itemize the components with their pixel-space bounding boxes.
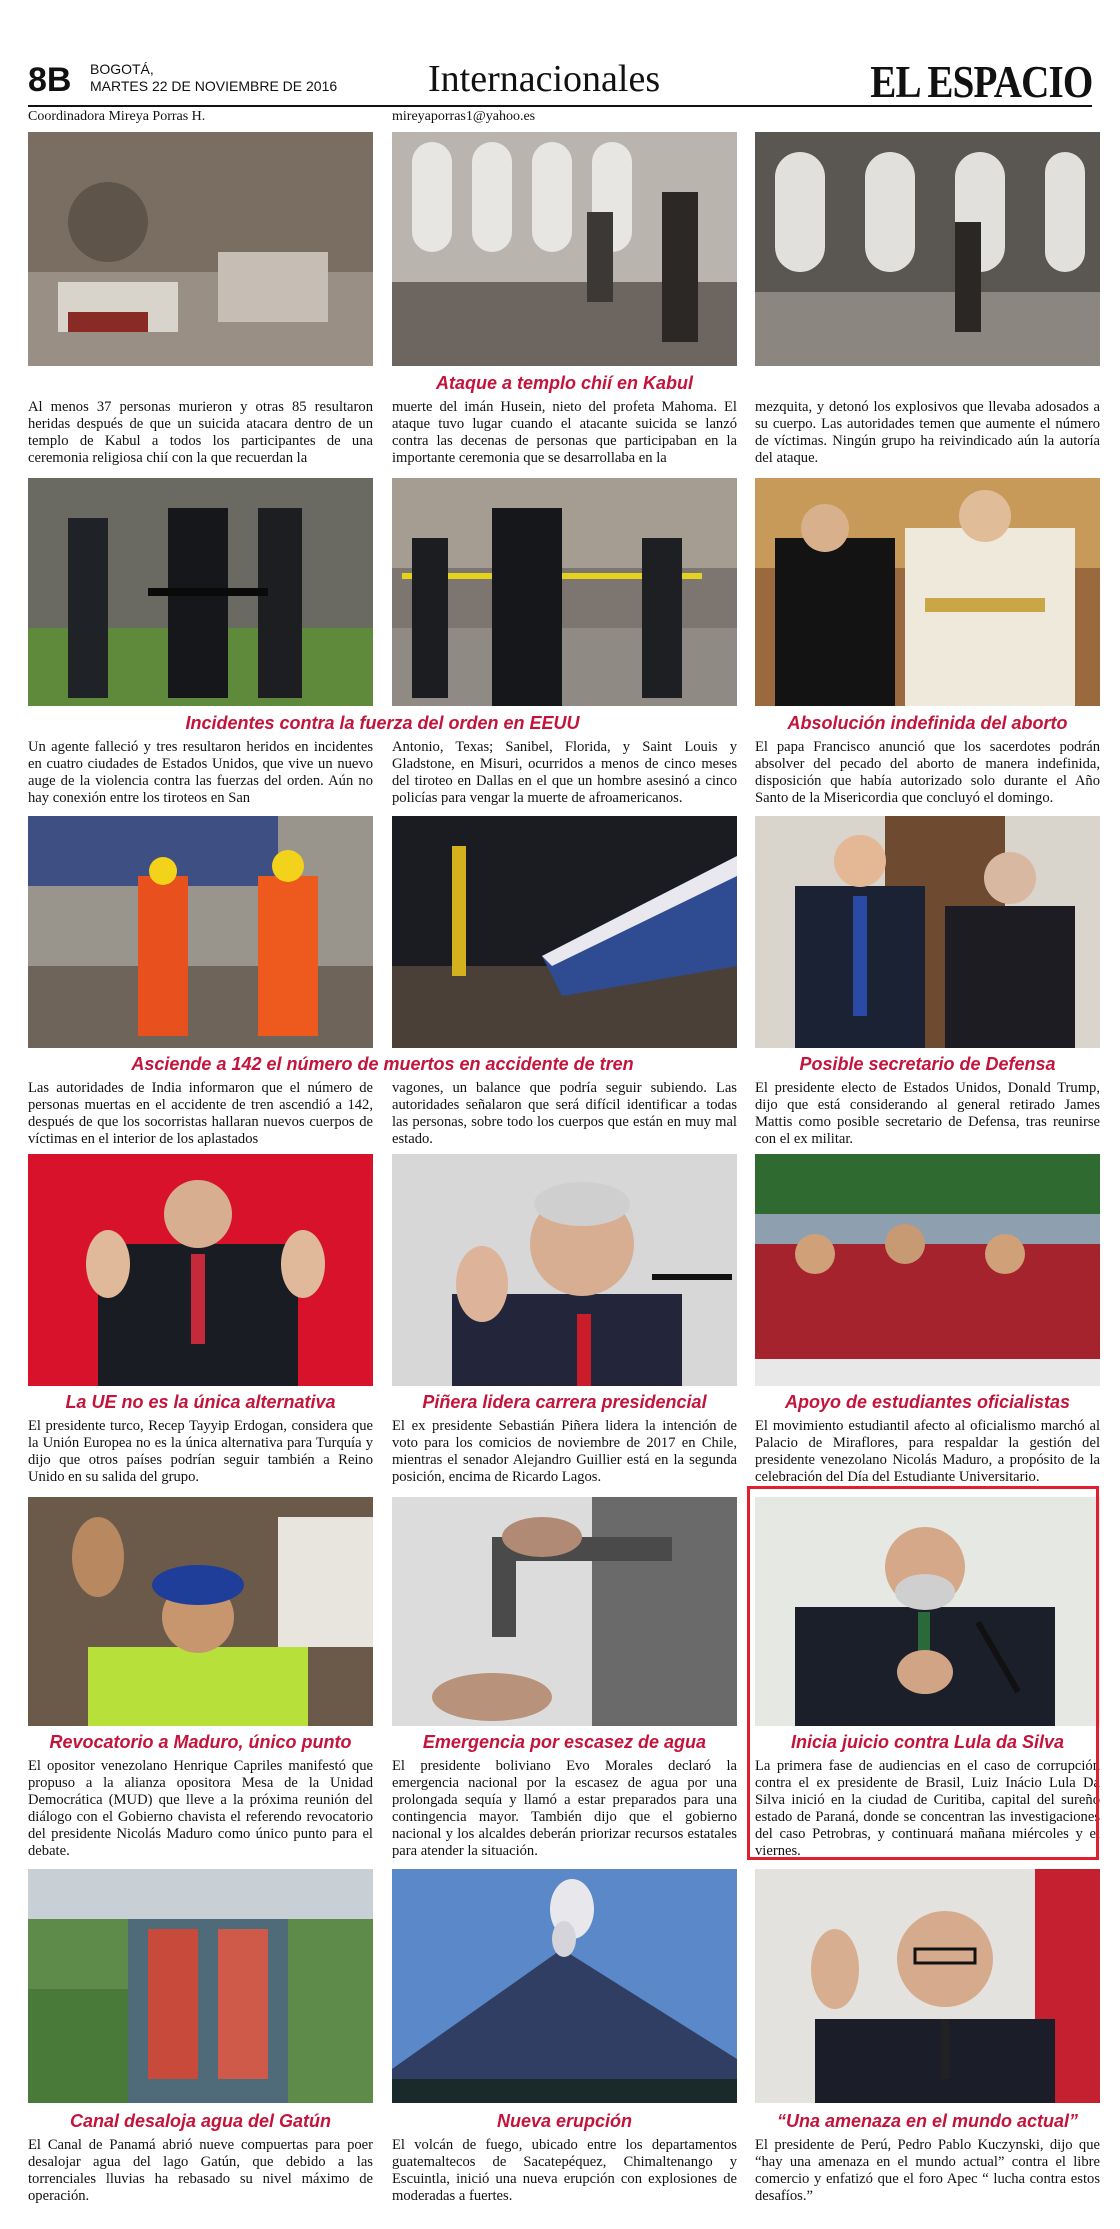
- headline-aborto: Absolución indefinida del aborto: [787, 713, 1068, 733]
- headline-erupcion: Nueva erupción: [496, 2111, 633, 2131]
- headline-eeuu: Incidentes contra la fuerza del orden en EEUU: [185, 713, 580, 733]
- text-revocatorio: El opositor venezolano Henrique Capriles manifestó que propuso a la alianza opositora Mesa de la Unidad Democrática (MUD) que lleve a la próxima reunión del diálogo con el Gobierno chavista el referendo revocatorio del presidente Nicolás Maduro como único punto para el debate.: [28, 1758, 373, 1859]
- section-title: Internacionales: [428, 58, 661, 100]
- photo-kabul-hall: [755, 132, 1100, 366]
- photo-pinera: [392, 1154, 737, 1386]
- coordinator-credit: Coordinadora Mireya Porras H.: [28, 109, 206, 124]
- photo-kabul-debris: [28, 132, 373, 366]
- photo-volcano: [392, 1869, 737, 2103]
- text-tren-1: Las autoridades de India informaron que el número de personas muertas en el accidente de tren ascendió a 142, después de que los socorristas hallaran nuevos cuerpos de víctimas en el interior de los aplastados: [28, 1080, 373, 1147]
- text-ue: El presidente turco, Recep Tayyip Erdogan, considera que la Unión Europea no es la única alternativa para Turquía y dijo que otros países podrían seguir también a Reino Unido en su salida del grupo.: [28, 1418, 373, 1485]
- text-tren-2: vagones, un balance que podría seguir subiendo. Las autoridades señalaron que será difícil identificar a todas las personas, sobre todo los cuerpos que están en muy mal estado.: [392, 1080, 737, 1147]
- text-agua: El presidente boliviano Evo Morales declaró la emergencia nacional por la escasez de agua por una prolongada sequía y llamó a estar preparados para una contingencia mayor. También dijo que el gobierno nacional y los alcaldes deberán priorizar recursos estatales para atender la situación.: [392, 1758, 737, 1859]
- photo-kabul-mosque: [392, 132, 737, 366]
- text-defensa: El presidente electo de Estados Unidos, Donald Trump, dijo que está considerando al general retirado James Mattis como posible secretario de Defensa, tras reunirse con el ex militar.: [755, 1080, 1100, 1147]
- text-eeuu-2: Antonio, Texas; Sanibel, Florida, y Saint Louis y Gladstone, en Misuri, ocurridos a menos de cinco meses del tiroteo en Dallas en el que un hombre asesinó a cinco policías para vengar la muerte de afroamericanos.: [392, 739, 737, 806]
- headline-ue: La UE no es la única alternativa: [65, 1392, 336, 1412]
- text-kabul-2: muerte del imán Husein, nieto del profeta Mahoma. El ataque tuvo lugar cuando el atacante suicida se lanzó contra las decenas de personas que participaban en la importante ceremonia que se desarrollaba en la: [392, 399, 737, 466]
- page-number: 8B: [28, 61, 72, 99]
- photo-panama-canal: [28, 1869, 373, 2103]
- text-eeuu-1: Un agente falleció y tres resultaron heridos en incidentes en cuatro ciudades de Estados Unidos, que vive un nuevo auge de la violencia contra las fuerzas del orden. Aún no hay conexión entre los tiroteos en San: [28, 739, 373, 806]
- photo-pope: [755, 478, 1100, 706]
- headline-defensa: Posible secretario de Defensa: [799, 1054, 1056, 1074]
- coordinator-email: mireyaporras1@yahoo.es: [392, 109, 536, 124]
- dateline-city: BOGOTÁ,: [90, 61, 154, 77]
- photo-kuczynski: [755, 1869, 1100, 2103]
- text-lula: La primera fase de audiencias en el caso de corrupción contra el ex presidente de Brasil, Luiz Inácio Lula Da Silva inició en la ciudad de Curitiba, capital del sureño estado de Paraná, donde se concentran las investigaciones del caso Petrobras, y continuará mañana miércoles y el viernes.: [755, 1758, 1100, 1859]
- text-kabul-3: mezquita, y detonó los explosivos que llevaba adosados a su cuerpo. Las autoridades temen que aumente el número de víctimas. Ningún grupo ha reivindicado aún la autoría del ataque.: [755, 399, 1100, 466]
- photo-erdogan: [28, 1154, 373, 1386]
- headline-amenaza: “Una amenaza en el mundo actual”: [776, 2111, 1079, 2131]
- photo-train-rescuers: [28, 816, 373, 1048]
- photo-students: [755, 1154, 1100, 1386]
- dateline: [90, 61, 337, 95]
- headline-lula: Inicia juicio contra Lula da Silva: [790, 1732, 1065, 1752]
- headline-agua: Emergencia por escasez de agua: [422, 1732, 707, 1752]
- dateline-date: MARTES 22 DE NOVIEMBRE DE 2016: [90, 78, 338, 94]
- headline-gatun: Canal desaloja agua del Gatún: [69, 2111, 332, 2131]
- headline-tren: Asciende a 142 el número de muertos en accidente de tren: [131, 1054, 634, 1074]
- masthead-logo: EL ESPACIO: [869, 56, 1092, 107]
- photo-capriles: [28, 1497, 373, 1726]
- photo-train-wreck: [392, 816, 737, 1048]
- photo-water-tap: [392, 1497, 737, 1726]
- photo-police-street: [392, 478, 737, 706]
- photo-police-rifle: [28, 478, 373, 706]
- text-erupcion: El volcán de fuego, ubicado entre los departamentos guatemaltecos de Sacatepéquez, Chimaltenango y Escuintla, inició una nueva erupción con explosiones de moderadas a fuertes.: [392, 2137, 737, 2204]
- headline-estudiantes: Apoyo de estudiantes oficialistas: [784, 1392, 1071, 1412]
- text-estudiantes: El movimiento estudiantil afecto al oficialismo marchó al Palacio de Miraflores, para respaldar la gestión del presidente venezolano Nicolás Maduro, a propósito de la celebración del Día del Estudiante Universitario.: [755, 1418, 1100, 1485]
- text-gatun: El Canal de Panamá abrió nueve compuertas para poer desalojar agua del lago Gatún, que debido a las torrenciales lluvias ha rebasado su nivel máximo de operación.: [28, 2137, 373, 2204]
- page-header: [28, 55, 1092, 107]
- headline-pinera: Piñera lidera carrera presidencial: [422, 1392, 707, 1412]
- headline-revocatorio: Revocatorio a Maduro, único punto: [49, 1732, 352, 1752]
- highlight-box-lula: [747, 1486, 1099, 1860]
- text-pinera: El ex presidente Sebastián Piñera lidera la intención de voto para los comicios de noviembre de 2017 en Chile, mientras el senador Alejandro Guillier está en la segunda posición, encima de Ricardo Lagos.: [392, 1418, 737, 1485]
- text-kabul-1: Al menos 37 personas murieron y otras 85 resultaron heridas después de que un suicida atacara dentro de un templo de Kabul a todos los participantes de una ceremonia religiosa chií con la que recuerdan la: [28, 399, 373, 466]
- photo-trump-mattis: [755, 816, 1100, 1048]
- headline-kabul: Ataque a templo chií en Kabul: [435, 373, 694, 393]
- text-aborto: El papa Francisco anunció que los sacerdotes podrán absolver del pecado del aborto de manera indefinida, disposición que había autorizado solo durante el Año Santo de la Misericordia que concluyó el domingo.: [755, 739, 1100, 806]
- text-amenaza: El presidente de Perú, Pedro Pablo Kuczynski, dijo que “hay una amenaza en el mundo actual” contra el libre comercio y enfatizó que el foro Apec “ lucha contra estos desafíos.”: [755, 2137, 1100, 2204]
